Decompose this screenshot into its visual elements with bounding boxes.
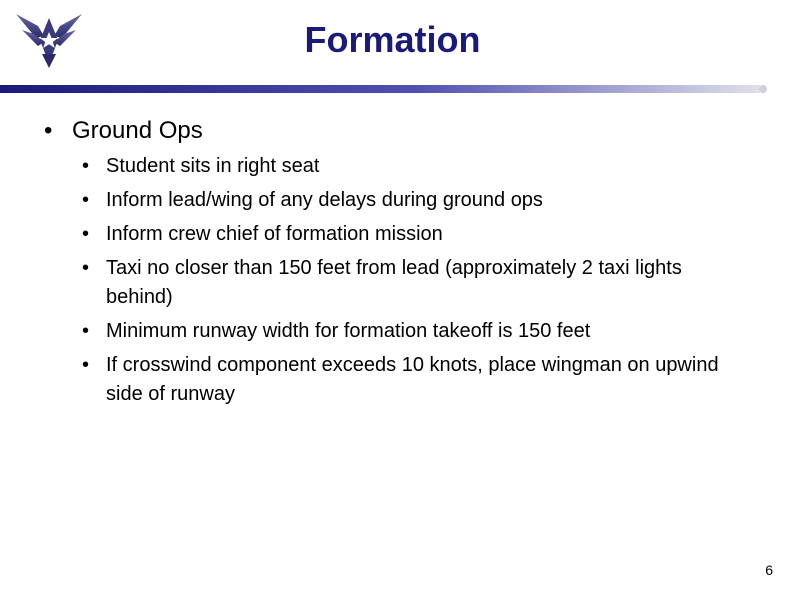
bullet-icon: • [82, 155, 90, 177]
page-title: Formation [304, 19, 481, 60]
sub-bullet-text: If crosswind component exceeds 10 knots, place wingman on upwind side of runway [106, 354, 719, 405]
sub-bullet-text: Student sits in right seat [106, 155, 320, 177]
title-divider-bar [0, 84, 768, 94]
main-bullet-list [44, 116, 744, 409]
bullet-icon: • [82, 223, 90, 245]
sub-bullet-text: Inform crew chief of formation mission [106, 223, 443, 245]
list-item [82, 317, 744, 346]
bullet-icon: • [82, 189, 90, 211]
page-number: 6 [765, 562, 773, 578]
bullet-icon: • [44, 117, 53, 144]
slide-content [44, 116, 744, 414]
main-bullet-text: Ground Ops [72, 117, 203, 144]
bullet-icon: • [82, 320, 90, 342]
sub-bullet-text: Minimum runway width for formation takeoff is 150 feet [106, 320, 591, 342]
list-item [82, 186, 744, 215]
sub-bullet-list [82, 152, 744, 409]
sub-bullet-text: Inform lead/wing of any delays during ground ops [106, 189, 543, 211]
list-item [82, 152, 744, 181]
list-item [82, 351, 744, 409]
bullet-icon: • [82, 354, 90, 376]
bullet-icon: • [82, 257, 90, 279]
list-item-ground-ops [44, 116, 744, 409]
sub-bullet-text: Taxi no closer than 150 feet from lead (approximately 2 taxi lights behind) [106, 257, 682, 308]
list-item [82, 220, 744, 249]
list-item [82, 254, 744, 312]
